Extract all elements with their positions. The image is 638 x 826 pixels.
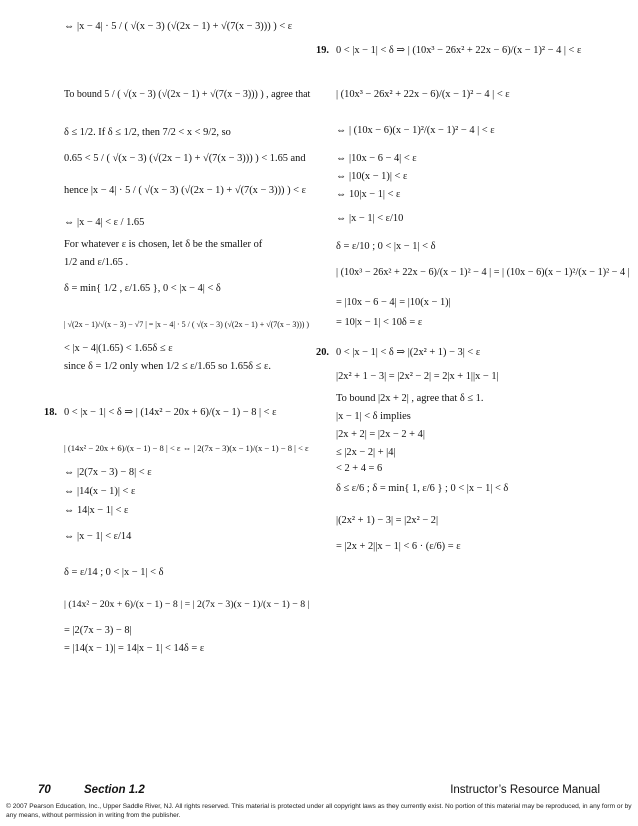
left-line-7: For whatever ε is chosen, let δ be the smaller of [64, 239, 263, 250]
p19-line-7: ⇔ |x − 1| < ε/10 [336, 213, 404, 224]
p20-line-2: |2x² + 1 − 3| = |2x² − 2| = 2|x + 1||x − 1| [336, 371, 499, 382]
problem-20-label: 20. [316, 347, 329, 358]
p19-line-1: 0 < |x − 1| < δ ⇒ | (10x³ − 26x² + 22x − 6)/(x − 1)² − 4 | < ε [336, 45, 582, 56]
problem-19-label: 19. [316, 45, 329, 56]
p20-line-10: = |2x + 2||x − 1| < 6 · (ε/6) = ε [336, 541, 461, 552]
p20-line-8: δ ≤ ε/6 ; δ = min{ 1, ε/6 } ; 0 < |x − 1| < δ [336, 483, 509, 494]
p18-line-2: | (14x² − 20x + 6)/(x − 1) − 8 | < ε ⇔ | 2(7x − 3)(x − 1)/(x − 1) − 8 | < ε [64, 443, 309, 453]
p18-line-5: ⇔ 14|x − 1| < ε [64, 505, 129, 516]
p19-line-4: ⇔ |10x − 6 − 4| < ε [336, 153, 417, 164]
p20-line-5: |2x + 2| = |2x − 2 + 4| [336, 429, 425, 440]
p18-line-8: | (14x² − 20x + 6)/(x − 1) − 8 | = | 2(7x − 3)(x − 1)/(x − 1) − 8 | [64, 599, 310, 610]
p19-line-10: = |10x − 6 − 4| = |10(x − 1)| [336, 297, 451, 308]
p18-line-9: = |2(7x − 3) − 8| [64, 625, 132, 636]
p18-line-4: ⇔ |14(x − 1)| < ε [64, 486, 136, 497]
p19-line-8: δ = ε/10 ; 0 < |x − 1| < δ [336, 241, 436, 252]
p18-line-7: δ = ε/14 ; 0 < |x − 1| < δ [64, 567, 164, 578]
left-line-11: < |x − 4|(1.65) < 1.65δ ≤ ε [64, 343, 173, 354]
p20-line-9: |(2x² + 1) − 3| = |2x² − 2| [336, 515, 439, 526]
left-line-3: δ ≤ 1/2. If δ ≤ 1/2, then 7/2 < x < 9/2, so [64, 127, 231, 138]
p20-line-3: To bound |2x + 2| , agree that δ ≤ 1. [336, 393, 484, 404]
copyright-notice: © 2007 Pearson Education, Inc., Upper Saddle River, NJ. All rights reserved. This material is protected under all copyright laws as they currently exist. No portion of this material may be reproduced, in any form or by any means, without permission in writing from the publisher. [6, 803, 632, 819]
p18-line-10: = |14(x − 1)| = 14|x − 1| < 14δ = ε [64, 643, 205, 654]
page-number: 70 [38, 784, 51, 796]
manual-title: Instructor’s Resource Manual [450, 784, 600, 796]
p19-line-11: = 10|x − 1| < 10δ = ε [336, 317, 423, 328]
left-line-5: hence |x − 4| · 5 / ( √(x − 3) (√(2x − 1) + √(7(x − 3))) ) < ε [64, 185, 306, 196]
left-line-12: since δ = 1/2 only when 1/2 ≤ ε/1.65 so 1.65δ ≤ ε. [64, 361, 271, 372]
p19-line-6: ⇔ 10|x − 1| < ε [336, 189, 401, 200]
p19-line-2: | (10x³ − 26x² + 22x − 6)/(x − 1)² − 4 | < ε [336, 89, 510, 100]
p19-line-9: | (10x³ − 26x² + 22x − 6)/(x − 1)² − 4 | = | (10x − 6)(x − 1)²/(x − 1)² − 4 | [336, 267, 630, 278]
left-line-4: 0.65 < 5 / ( √(x − 3) (√(2x − 1) + √(7(x − 3))) ) < 1.65 and [64, 153, 306, 164]
left-line-6: ⇔ |x − 4| < ε / 1.65 [64, 217, 145, 228]
left-line-2: To bound 5 / ( √(x − 3) (√(2x − 1) + √(7(x − 3))) ) , agree that [64, 89, 311, 100]
p20-line-1: 0 < |x − 1| < δ ⇒ |(2x² + 1) − 3| < ε [336, 347, 481, 358]
p19-line-3: ⇔ | (10x − 6)(x − 1)²/(x − 1)² − 4 | < ε [336, 125, 495, 136]
p18-line-6: ⇔ |x − 1| < ε/14 [64, 531, 132, 542]
problem-18-label: 18. [44, 407, 57, 418]
left-line-9: δ = min{ 1/2 , ε/1.65 }, 0 < |x − 4| < δ [64, 283, 221, 294]
p19-line-5: ⇔ |10(x − 1)| < ε [336, 171, 408, 182]
left-line-1: ⇔ |x − 4| · 5 / ( √(x − 3) (√(2x − 1) + √(7(x − 3))) ) < ε [64, 21, 293, 32]
p20-line-6: ≤ |2x − 2| + |4| [336, 447, 396, 458]
p20-line-4: |x − 1| < δ implies [336, 411, 411, 422]
left-line-10: | √(2x − 1)/√(x − 3) − √7 | = |x − 4| · 5 / ( √(x − 3) (√(2x − 1) + √(7(x − 3))) ) [64, 320, 310, 329]
left-line-8: 1/2 and ε/1.65 . [64, 257, 129, 268]
p18-line-1: 0 < |x − 1| < δ ⇒ | (14x² − 20x + 6)/(x − 1) − 8 | < ε [64, 407, 277, 418]
section-title: Section 1.2 [84, 784, 145, 796]
p18-line-3: ⇔ |2(7x − 3) − 8| < ε [64, 467, 152, 478]
p20-line-7: < 2 + 4 = 6 [336, 463, 383, 474]
